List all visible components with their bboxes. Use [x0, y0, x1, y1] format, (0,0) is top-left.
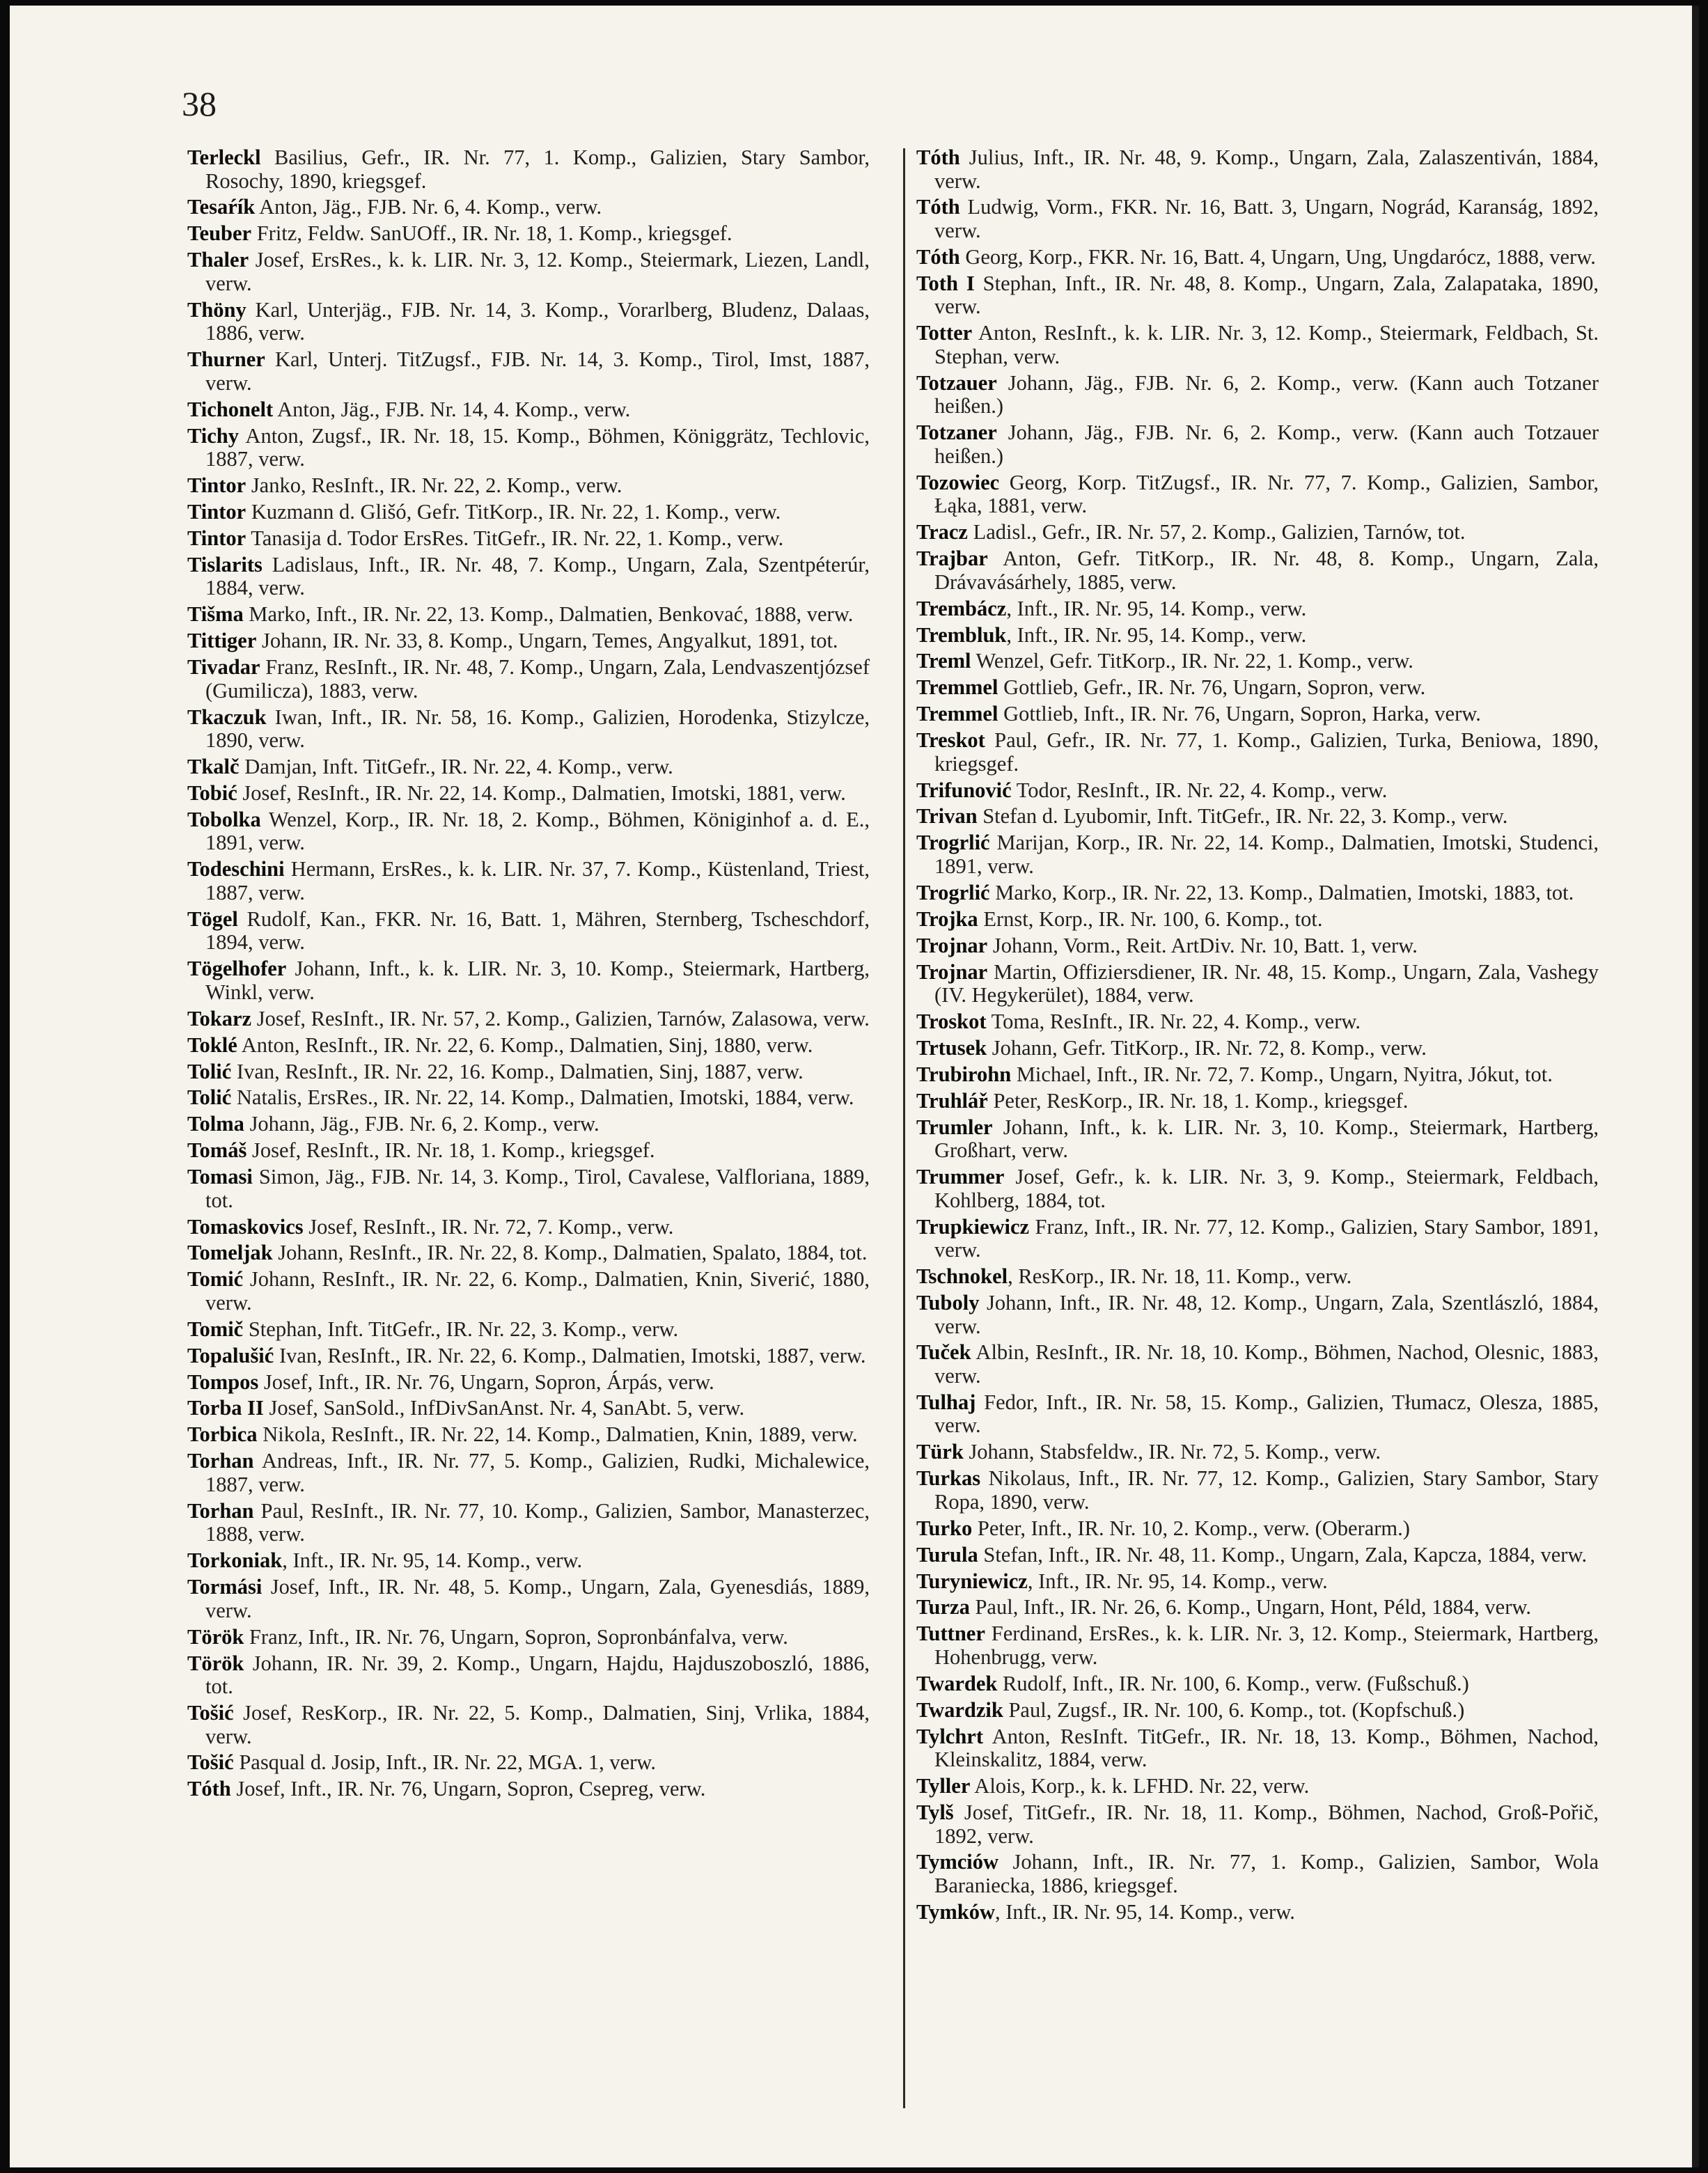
entry-details: Ladisl., Gefr., IR. Nr. 57, 2. Komp., Galizien, Tarnów, tot.	[967, 520, 1466, 544]
list-item	[916, 1292, 1599, 1338]
surname: Tislarits	[187, 552, 263, 576]
list-item	[187, 808, 870, 855]
entry-details: Todor, ResInft., IR. Nr. 22, 4. Komp., verw.	[1011, 778, 1388, 802]
entry-details: Anton, ResInft., IR. Nr. 22, 6. Komp., Dalmatien, Sinj, 1880, verw.	[237, 1033, 813, 1057]
list-item	[916, 1699, 1599, 1723]
entry-details: Karl, Unterj. TitZugsf., FJB. Nr. 14, 3. Komp., Tirol, Imst, 1887, verw.	[205, 347, 870, 395]
surname: Tivadar	[187, 655, 260, 680]
surname: Trajbar	[916, 547, 988, 571]
entry-details: Ladislaus, Inft., IR. Nr. 48, 7. Komp., Ungarn, Zala, Szentpéterúr, 1884, verw.	[205, 552, 870, 600]
entry-details: Fritz, Feldw. SanUOff., IR. Nr. 18, 1. Komp., kriegsgef.	[251, 221, 732, 246]
list-item	[916, 421, 1599, 468]
surname: Tracz	[916, 520, 968, 544]
list-item	[916, 272, 1599, 319]
surname: Teuber	[187, 221, 252, 246]
surname: Trojnar	[916, 933, 988, 957]
list-item	[916, 1265, 1599, 1289]
entry-details: Anton, Zugsf., IR. Nr. 18, 15. Komp., Böhmen, Königgrätz, Techlovic, 1887, verw.	[205, 423, 870, 471]
surname: Tremmel	[916, 675, 998, 700]
list-item	[187, 1423, 870, 1447]
surname: Tymciów	[916, 1850, 999, 1874]
list-item	[187, 425, 870, 471]
surname: Török	[187, 1624, 244, 1649]
surname: Torkoniak	[187, 1548, 283, 1573]
surname: Topalušić	[187, 1343, 274, 1367]
list-item	[187, 1549, 870, 1573]
entry-details: Georg, Korp., FKR. Nr. 16, Batt. 4, Ungarn, Ung, Ungdarócz, 1888, verw.	[959, 244, 1596, 269]
surname: Trtusek	[916, 1035, 987, 1060]
entry-details: Johann, ResInft., IR. Nr. 22, 6. Komp., Dalmatien, Knin, Siverić, 1880, verw.	[205, 1267, 870, 1315]
list-item	[187, 1086, 870, 1110]
list-item	[916, 1341, 1599, 1388]
surname: Tintor	[187, 526, 246, 550]
entry-details: Josef, SanSold., InfDivSanAnst. Nr. 4, SanAbt. 5, verw.	[263, 1396, 745, 1420]
list-item	[916, 246, 1599, 269]
list-item	[187, 1216, 870, 1239]
list-item	[916, 1544, 1599, 1567]
list-item	[187, 1113, 870, 1136]
entry-details: Ludwig, Vorm., FKR. Nr. 16, Batt. 3, Ungarn, Nográd, Karanság, 1892, verw.	[934, 195, 1599, 243]
surname: Tobolka	[187, 807, 261, 831]
surname: Török	[187, 1651, 244, 1675]
page	[10, 6, 1699, 2167]
list-item	[916, 961, 1599, 1007]
surname: Trojka	[916, 907, 978, 931]
list-item	[187, 1166, 870, 1212]
surname: Toth I	[916, 271, 975, 295]
entry-details: Josef, Gefr., k. k. LIR. Nr. 3, 9. Komp., Steiermark, Feldbach, Kohlberg, 1884, tot.	[934, 1165, 1599, 1212]
surname: Trogrlić	[916, 880, 990, 904]
surname: Turkas	[916, 1466, 981, 1491]
list-item	[916, 1775, 1599, 1798]
entry-details: Johann, Inft., k. k. LIR. Nr. 3, 10. Komp., Steiermark, Hartberg, Winkl, verw.	[205, 957, 870, 1004]
surname: Trivan	[916, 804, 978, 829]
entry-details: Stephan, Inft., IR. Nr. 48, 8. Komp., Ungarn, Zala, Zalapataka, 1890, verw.	[934, 271, 1599, 319]
surname: Tomáš	[187, 1138, 247, 1163]
surname: Tichonelt	[187, 397, 274, 421]
list-item	[916, 146, 1599, 193]
list-item	[187, 1139, 870, 1163]
list-item	[187, 656, 870, 703]
entry-details: Alois, Korp., k. k. LFHD. Nr. 22, verw.	[970, 1774, 1310, 1798]
entry-details: Albin, ResInft., IR. Nr. 18, 10. Komp., Böhmen, Nachod, Olesnic, 1883, verw.	[934, 1340, 1599, 1388]
surname: Trembácz	[916, 596, 1007, 620]
surname: Tolić	[187, 1059, 232, 1083]
list-item	[916, 322, 1599, 368]
entry-details: Josef, ResInft., IR. Nr. 22, 14. Komp., Dalmatien, Imotski, 1881, verw.	[237, 780, 846, 805]
entry-details: Ivan, ResInft., IR. Nr. 22, 6. Komp., Dalmatien, Imotski, 1887, verw.	[274, 1343, 866, 1367]
entry-details: Karl, Unterjäg., FJB. Nr. 14, 3. Komp., Vorarlberg, Bludenz, Dalaas, 1886, verw.	[205, 297, 870, 345]
list-item	[187, 1576, 870, 1622]
list-item	[916, 1851, 1599, 1897]
entry-details: Johann, IR. Nr. 33, 8. Komp., Ungarn, Temes, Angyalkut, 1891, tot.	[256, 629, 838, 653]
list-item	[916, 779, 1599, 803]
surname: Tschnokel	[916, 1264, 1008, 1289]
surname: Tylchrt	[916, 1724, 983, 1748]
entry-details: Josef, ResKorp., IR. Nr. 22, 5. Komp., Dalmatien, Sinj, Vrlika, 1884, verw.	[205, 1700, 870, 1748]
entry-details: Kuzmann d. Glišó, Gefr. TitKorp., IR. Nr. 22, 1. Komp., verw.	[246, 499, 781, 524]
surname: Tichy	[187, 423, 240, 448]
surname: Torhan	[187, 1449, 254, 1473]
entry-details: Johann, ResInft., IR. Nr. 22, 8. Komp., Dalmatien, Spalato, 1884, tot.	[272, 1241, 868, 1265]
entry-details: Anton, Gefr. TitKorp., IR. Nr. 48, 8. Komp., Ungarn, Zala, Drávavásárhely, 1885, verw.	[934, 547, 1599, 594]
surname: Trojnar	[916, 959, 988, 984]
surname: Tolić	[187, 1085, 232, 1110]
list-item	[187, 398, 870, 422]
surname: Trubirohn	[916, 1062, 1012, 1086]
list-item	[187, 629, 870, 653]
list-item	[187, 1060, 870, 1084]
list-item	[916, 703, 1599, 726]
list-item	[187, 474, 870, 498]
surname: Treml	[916, 649, 971, 673]
list-item	[916, 881, 1599, 905]
surname: Tóth	[916, 195, 960, 219]
entry-details: , Inft., IR. Nr. 95, 14. Komp., verw.	[1006, 622, 1307, 647]
surname: Trummer	[916, 1165, 1005, 1189]
surname: Tittiger	[187, 629, 257, 653]
surname: Tomasi	[187, 1165, 253, 1189]
list-item	[187, 299, 870, 345]
surname: Tóth	[916, 146, 960, 169]
list-item	[187, 1500, 870, 1546]
list-item	[916, 1517, 1599, 1541]
surname: Tolma	[187, 1112, 244, 1136]
page-number: 38	[182, 84, 217, 123]
surname: Tintor	[187, 499, 246, 524]
entry-details: Johann, Vorm., Reit. ArtDiv. Nr. 10, Batt. 1, verw.	[987, 933, 1418, 957]
entry-details: Pasqual d. Josip, Inft., IR. Nr. 22, MGA. 1, verw.	[233, 1750, 656, 1775]
surname: Twardek	[916, 1671, 998, 1695]
surname: Tulhaj	[916, 1390, 976, 1414]
entry-details: Peter, ResKorp., IR. Nr. 18, 1. Komp., kriegsgef.	[987, 1088, 1409, 1113]
surname: Tompos	[187, 1370, 259, 1394]
list-item	[187, 222, 870, 246]
list-item	[916, 1090, 1599, 1113]
surname: Tremmel	[916, 702, 998, 726]
entry-details: Rudolf, Inft., IR. Nr. 100, 6. Komp., verw. (Fußschuß.)	[997, 1671, 1469, 1695]
surname: Tormási	[187, 1575, 263, 1599]
list-item	[916, 624, 1599, 648]
entry-details: Josef, ResInft., IR. Nr. 72, 7. Komp., verw.	[303, 1214, 674, 1239]
entry-details: Iwan, Inft., IR. Nr. 58, 16. Komp., Galizien, Horodenka, Stizylcze, 1890, verw.	[205, 705, 870, 753]
surname: Tkaczuk	[187, 705, 267, 729]
entry-details: , ResKorp., IR. Nr. 18, 11. Komp., verw.	[1008, 1264, 1352, 1289]
surname: Tögelhofer	[187, 957, 287, 981]
entry-details: Josef, ResInft., IR. Nr. 18, 1. Komp., kriegsgef.	[246, 1138, 655, 1163]
entry-details: Paul, Inft., IR. Nr. 26, 6. Komp., Ungarn, Hont, Péld, 1884, verw.	[969, 1595, 1532, 1619]
surname: Tošić	[187, 1700, 234, 1725]
list-item	[916, 1467, 1599, 1514]
list-item	[187, 1450, 870, 1496]
entry-details: Gottlieb, Inft., IR. Nr. 76, Ungarn, Sopron, Harka, verw.	[998, 702, 1481, 726]
list-item	[187, 1241, 870, 1265]
list-item	[916, 1622, 1599, 1669]
entry-details: Paul, Gefr., IR. Nr. 77, 1. Komp., Galizien, Turka, Beniowa, 1890, kriegsgef.	[934, 728, 1599, 776]
surname: Toklé	[187, 1033, 237, 1057]
entry-details: Nikolaus, Inft., IR. Nr. 77, 12. Komp., Galizien, Stary Sambor, Stary Ropa, 1890, verw.	[934, 1466, 1599, 1514]
list-item	[187, 706, 870, 753]
surname: Türk	[916, 1440, 964, 1464]
list-item	[916, 1010, 1599, 1034]
list-item	[916, 547, 1599, 594]
list-item	[187, 908, 870, 955]
surname: Treskot	[916, 728, 985, 753]
entry-details: Paul, ResInft., IR. Nr. 77, 10. Komp., Galizien, Sambor, Manasterzec, 1888, verw.	[205, 1498, 870, 1546]
list-item	[916, 372, 1599, 418]
surname: Tóth	[187, 1777, 231, 1801]
list-item	[916, 1166, 1599, 1212]
surname: Tesaŕík	[187, 195, 256, 219]
right-column	[916, 146, 1599, 1927]
surname: Thaler	[187, 248, 249, 272]
entry-details: Josef, ResInft., IR. Nr. 57, 2. Komp., Galizien, Tarnów, Zalasowa, verw.	[251, 1006, 870, 1030]
list-item	[916, 597, 1599, 621]
surname: Turza	[916, 1595, 970, 1619]
surname: Twardzik	[916, 1697, 1003, 1722]
list-item	[916, 1441, 1599, 1464]
list-item	[916, 1596, 1599, 1619]
entry-details: Georg, Korp. TitZugsf., IR. Nr. 77, 7. Komp., Galizien, Sambor, Łąka, 1881, verw.	[934, 470, 1599, 518]
list-item	[916, 676, 1599, 700]
surname: Tkalč	[187, 755, 240, 778]
entry-details: Stefan d. Lyubomir, Inft. TitGefr., IR. Nr. 22, 3. Komp., verw.	[977, 804, 1508, 829]
surname: Totzauer	[916, 370, 997, 395]
entry-details: , Inft., IR. Nr. 95, 14. Komp., verw.	[282, 1548, 583, 1573]
list-item	[187, 554, 870, 600]
entry-details: Johann, Jäg., FJB. Nr. 6, 2. Komp., verw. (Kann auch Totzaner heißen.)	[934, 370, 1599, 418]
list-item	[187, 146, 870, 193]
entry-details: Johann, Inft., IR. Nr. 77, 1. Komp., Galizien, Sambor, Wola Baraniecka, 1886, kriegsgef.	[934, 1850, 1599, 1898]
entry-details: Ernst, Korp., IR. Nr. 100, 6. Komp., tot.	[978, 907, 1323, 931]
entry-details: Johann, Gefr. TitKorp., IR. Nr. 72, 8. Komp., verw.	[987, 1035, 1427, 1060]
surname: Trifunović	[916, 778, 1012, 802]
list-item	[916, 1391, 1599, 1438]
entry-details: Stefan, Inft., IR. Nr. 48, 11. Komp., Ungarn, Zala, Kapcza, 1884, verw.	[978, 1542, 1588, 1567]
entry-details: Marko, Inft., IR. Nr. 22, 13. Komp., Dalmatien, Benkovać, 1888, verw.	[243, 602, 854, 627]
surname: Totzaner	[916, 421, 997, 445]
surname: Tylš	[916, 1800, 954, 1824]
entry-details: Wenzel, Gefr. TitKorp., IR. Nr. 22, 1. Komp., verw.	[971, 649, 1413, 673]
list-item	[187, 1397, 870, 1420]
list-item	[187, 1318, 870, 1342]
entry-details: Andreas, Inft., IR. Nr. 77, 5. Komp., Galizien, Rudki, Michalewice, 1887, verw.	[205, 1449, 870, 1496]
surname: Trumler	[916, 1115, 993, 1139]
surname: Tokarz	[187, 1006, 252, 1030]
surname: Trogrlić	[916, 831, 990, 855]
list-item	[916, 1901, 1599, 1924]
list-item	[187, 1371, 870, 1395]
list-item	[916, 831, 1599, 878]
list-item	[187, 957, 870, 1004]
entry-details: Josef, ErsRes., k. k. LIR. Nr. 3, 12. Komp., Steiermark, Liezen, Landl, verw.	[205, 248, 870, 295]
list-item	[187, 1268, 870, 1315]
entry-details: Anton, ResInft. TitGefr., IR. Nr. 18, 13. Komp., Böhmen, Nachod, Kleinskalitz, 1884, verw.	[934, 1724, 1599, 1772]
surname: Todeschini	[187, 857, 285, 881]
entry-details: Anton, Jäg., FJB. Nr. 6, 4. Komp., verw.	[255, 195, 602, 219]
surname: Tuttner	[916, 1622, 985, 1646]
list-item	[187, 1007, 870, 1031]
entry-details: Paul, Zugsf., IR. Nr. 100, 6. Komp., tot. (Kopfschuß.)	[1003, 1697, 1465, 1722]
column-divider	[903, 148, 905, 2108]
list-item	[187, 501, 870, 524]
entry-details: Hermann, ErsRes., k. k. LIR. Nr. 37, 7. Komp., Küstenland, Triest, 1887, verw.	[205, 857, 870, 904]
surname: Totter	[916, 321, 973, 345]
surname: Tóth	[916, 244, 960, 269]
surname: Tomić	[187, 1267, 244, 1292]
surname: Tyller	[916, 1774, 971, 1798]
entry-details: Marko, Korp., IR. Nr. 22, 13. Komp., Dalmatien, Imotski, 1883, tot.	[989, 880, 1574, 904]
surname: Turula	[916, 1542, 978, 1567]
list-item	[187, 1702, 870, 1748]
surname: Tomaskovics	[187, 1214, 304, 1239]
list-item	[187, 603, 870, 627]
left-column	[187, 146, 870, 1804]
list-item	[187, 858, 870, 904]
entry-details: , Inft., IR. Nr. 95, 14. Komp., verw.	[1027, 1569, 1328, 1593]
list-item	[187, 782, 870, 806]
surname: Troskot	[916, 1010, 987, 1034]
entry-details: Franz, Inft., IR. Nr. 76, Ungarn, Sopron, Sopronbánfalva, verw.	[244, 1624, 788, 1649]
surname: Tomeljak	[187, 1241, 273, 1265]
entry-details: , Inft., IR. Nr. 95, 14. Komp., verw.	[1006, 596, 1307, 620]
list-item	[187, 1778, 870, 1801]
list-item	[916, 1725, 1599, 1772]
entry-details: Johann, IR. Nr. 39, 2. Komp., Ungarn, Hajdu, Hajduszoboszló, 1886, tot.	[205, 1651, 870, 1699]
entry-details: Natalis, ErsRes., IR. Nr. 22, 14. Komp., Dalmatien, Imotski, 1884, verw.	[231, 1085, 854, 1110]
surname: Trupkiewicz	[916, 1214, 1030, 1239]
entry-details: Franz, ResInft., IR. Nr. 48, 7. Komp., Ungarn, Zala, Lendvaszentjózsef (Gumilicza), 1883, verw.	[205, 655, 870, 703]
entry-details: Ferdinand, ErsRes., k. k. LIR. Nr. 3, 12. Komp., Steiermark, Hartberg, Hohenbrugg, verw.	[934, 1622, 1599, 1669]
list-item	[916, 196, 1599, 242]
list-item	[187, 1751, 870, 1775]
entry-details: Johann, Stabsfeldw., IR. Nr. 72, 5. Komp., verw.	[963, 1440, 1381, 1464]
entry-details: Anton, ResInft., k. k. LIR. Nr. 3, 12. Komp., Steiermark, Feldbach, St. Stephan, verw.	[934, 321, 1599, 368]
entry-details: Ivan, ResInft., IR. Nr. 22, 16. Komp., Dalmatien, Sinj, 1887, verw.	[231, 1059, 804, 1083]
list-item	[916, 805, 1599, 829]
list-item	[916, 1570, 1599, 1594]
surname: Tuboly	[916, 1290, 980, 1315]
entry-details: Peter, Inft., IR. Nr. 10, 2. Komp., verw. (Oberarm.)	[972, 1516, 1410, 1540]
entry-details: Basilius, Gefr., IR. Nr. 77, 1. Komp., Galizien, Stary Sambor, Rosochy, 1890, kriegsgef.	[205, 146, 870, 193]
surname: Truhlář	[916, 1088, 988, 1113]
list-item	[916, 1116, 1599, 1163]
entry-details: Michael, Inft., IR. Nr. 72, 7. Komp., Ungarn, Nyitra, Jókut, tot.	[1011, 1062, 1553, 1086]
list-item	[187, 1034, 870, 1058]
entry-details: Johann, Inft., k. k. LIR. Nr. 3, 10. Komp., Steiermark, Hartberg, Großhart, verw.	[934, 1115, 1599, 1163]
surname: Tymków	[916, 1899, 995, 1924]
surname: Turko	[916, 1516, 973, 1540]
list-item	[916, 650, 1599, 673]
list-item	[916, 1063, 1599, 1087]
entry-details: Josef, Inft., IR. Nr. 76, Ungarn, Sopron, Csepreg, verw.	[230, 1777, 706, 1801]
entry-details: Martin, Offiziersdiener, IR. Nr. 48, 15. Komp., Ungarn, Zala, Vashegy (IV. Hegykerület), 1884, verw.	[934, 959, 1599, 1007]
entry-details: Franz, Inft., IR. Nr. 77, 12. Komp., Galizien, Stary Sambor, 1891, verw.	[934, 1214, 1599, 1262]
list-item	[187, 249, 870, 295]
surname: Trembluk	[916, 622, 1007, 647]
entry-details: Johann, Inft., IR. Nr. 48, 12. Komp., Ungarn, Zala, Szentlászló, 1884, verw.	[934, 1290, 1599, 1338]
list-item	[916, 729, 1599, 776]
surname: Tomič	[187, 1317, 244, 1341]
entry-details: Josef, Inft., IR. Nr. 48, 5. Komp., Ungarn, Zala, Gyenesdiás, 1889, verw.	[205, 1575, 870, 1622]
entry-details: Wenzel, Korp., IR. Nr. 18, 2. Komp., Böhmen, Königinhof a. d. E., 1891, verw.	[205, 807, 870, 855]
entry-details: Marijan, Korp., IR. Nr. 22, 14. Komp., Dalmatien, Imotski, Studenci, 1891, verw.	[934, 831, 1599, 878]
entry-details: Rudolf, Kan., FKR. Nr. 16, Batt. 1, Mähren, Sternberg, Tscheschdorf, 1894, verw.	[205, 907, 870, 955]
entry-details: Simon, Jäg., FJB. Nr. 14, 3. Komp., Tirol, Cavalese, Valfloriana, 1889, tot.	[205, 1165, 870, 1212]
list-item	[187, 1652, 870, 1699]
entry-details: Toma, ResInft., IR. Nr. 22, 4. Komp., verw.	[986, 1010, 1361, 1034]
surname: Torba II	[187, 1396, 264, 1420]
entry-details: Damjan, Inft. TitGefr., IR. Nr. 22, 4. Komp., verw.	[239, 755, 673, 778]
list-item	[916, 1801, 1599, 1848]
surname: Tögel	[187, 907, 238, 931]
entry-details: Anton, Jäg., FJB. Nr. 14, 4. Komp., verw.	[273, 397, 631, 421]
entry-details: , Inft., IR. Nr. 95, 14. Komp., verw.	[994, 1899, 1295, 1924]
entry-details: Johann, Jäg., FJB. Nr. 6, 2. Komp., verw.	[244, 1112, 600, 1136]
list-item	[916, 1672, 1599, 1696]
surname: Tišma	[187, 602, 244, 627]
surname: Thöny	[187, 297, 246, 322]
surname: Turyniewicz	[916, 1569, 1028, 1593]
entry-details: Josef, Inft., IR. Nr. 76, Ungarn, Sopron, Árpás, verw.	[258, 1370, 714, 1394]
entry-details: Johann, Jäg., FJB. Nr. 6, 2. Komp., verw. (Kann auch Totzauer heißen.)	[934, 421, 1599, 468]
surname: Tošić	[187, 1750, 234, 1775]
list-item	[187, 1344, 870, 1368]
list-item	[187, 527, 870, 551]
surname: Tintor	[187, 473, 246, 498]
entry-details: Fedor, Inft., IR. Nr. 58, 15. Komp., Galizien, Tłumacz, Olesza, 1885, verw.	[934, 1390, 1599, 1438]
list-item	[187, 196, 870, 219]
entry-details: Josef, TitGefr., IR. Nr. 18, 11. Komp., Böhmen, Nachod, Groß-Pořič, 1892, verw.	[934, 1800, 1599, 1848]
surname: Tobić	[187, 780, 237, 805]
list-item	[187, 755, 870, 779]
list-item	[916, 1037, 1599, 1060]
list-item	[916, 1216, 1599, 1262]
surname: Terleckl	[187, 146, 261, 169]
list-item	[916, 908, 1599, 932]
list-item	[916, 521, 1599, 544]
entry-details: Tanasija d. Todor ErsRes. TitGefr., IR. Nr. 22, 1. Komp., verw.	[246, 526, 784, 550]
surname: Torbica	[187, 1422, 258, 1447]
entry-details: Janko, ResInft., IR. Nr. 22, 2. Komp., verw.	[246, 473, 622, 498]
list-item	[916, 934, 1599, 958]
list-item	[187, 348, 870, 395]
entry-details: Stephan, Inft. TitGefr., IR. Nr. 22, 3. Komp., verw.	[243, 1317, 679, 1341]
list-item	[916, 471, 1599, 518]
surname: Tuček	[916, 1340, 971, 1365]
entry-details: Julius, Inft., IR. Nr. 48, 9. Komp., Ungarn, Zala, Zalaszentiván, 1884, verw.	[934, 146, 1599, 193]
surname: Torhan	[187, 1498, 254, 1523]
list-item	[187, 1626, 870, 1649]
entry-details: Gottlieb, Gefr., IR. Nr. 76, Ungarn, Sopron, verw.	[998, 675, 1426, 700]
surname: Tozowiec	[916, 470, 1000, 494]
entry-details: Nikola, ResInft., IR. Nr. 22, 14. Komp., Dalmatien, Knin, 1889, verw.	[257, 1422, 858, 1447]
surname: Thurner	[187, 347, 265, 372]
